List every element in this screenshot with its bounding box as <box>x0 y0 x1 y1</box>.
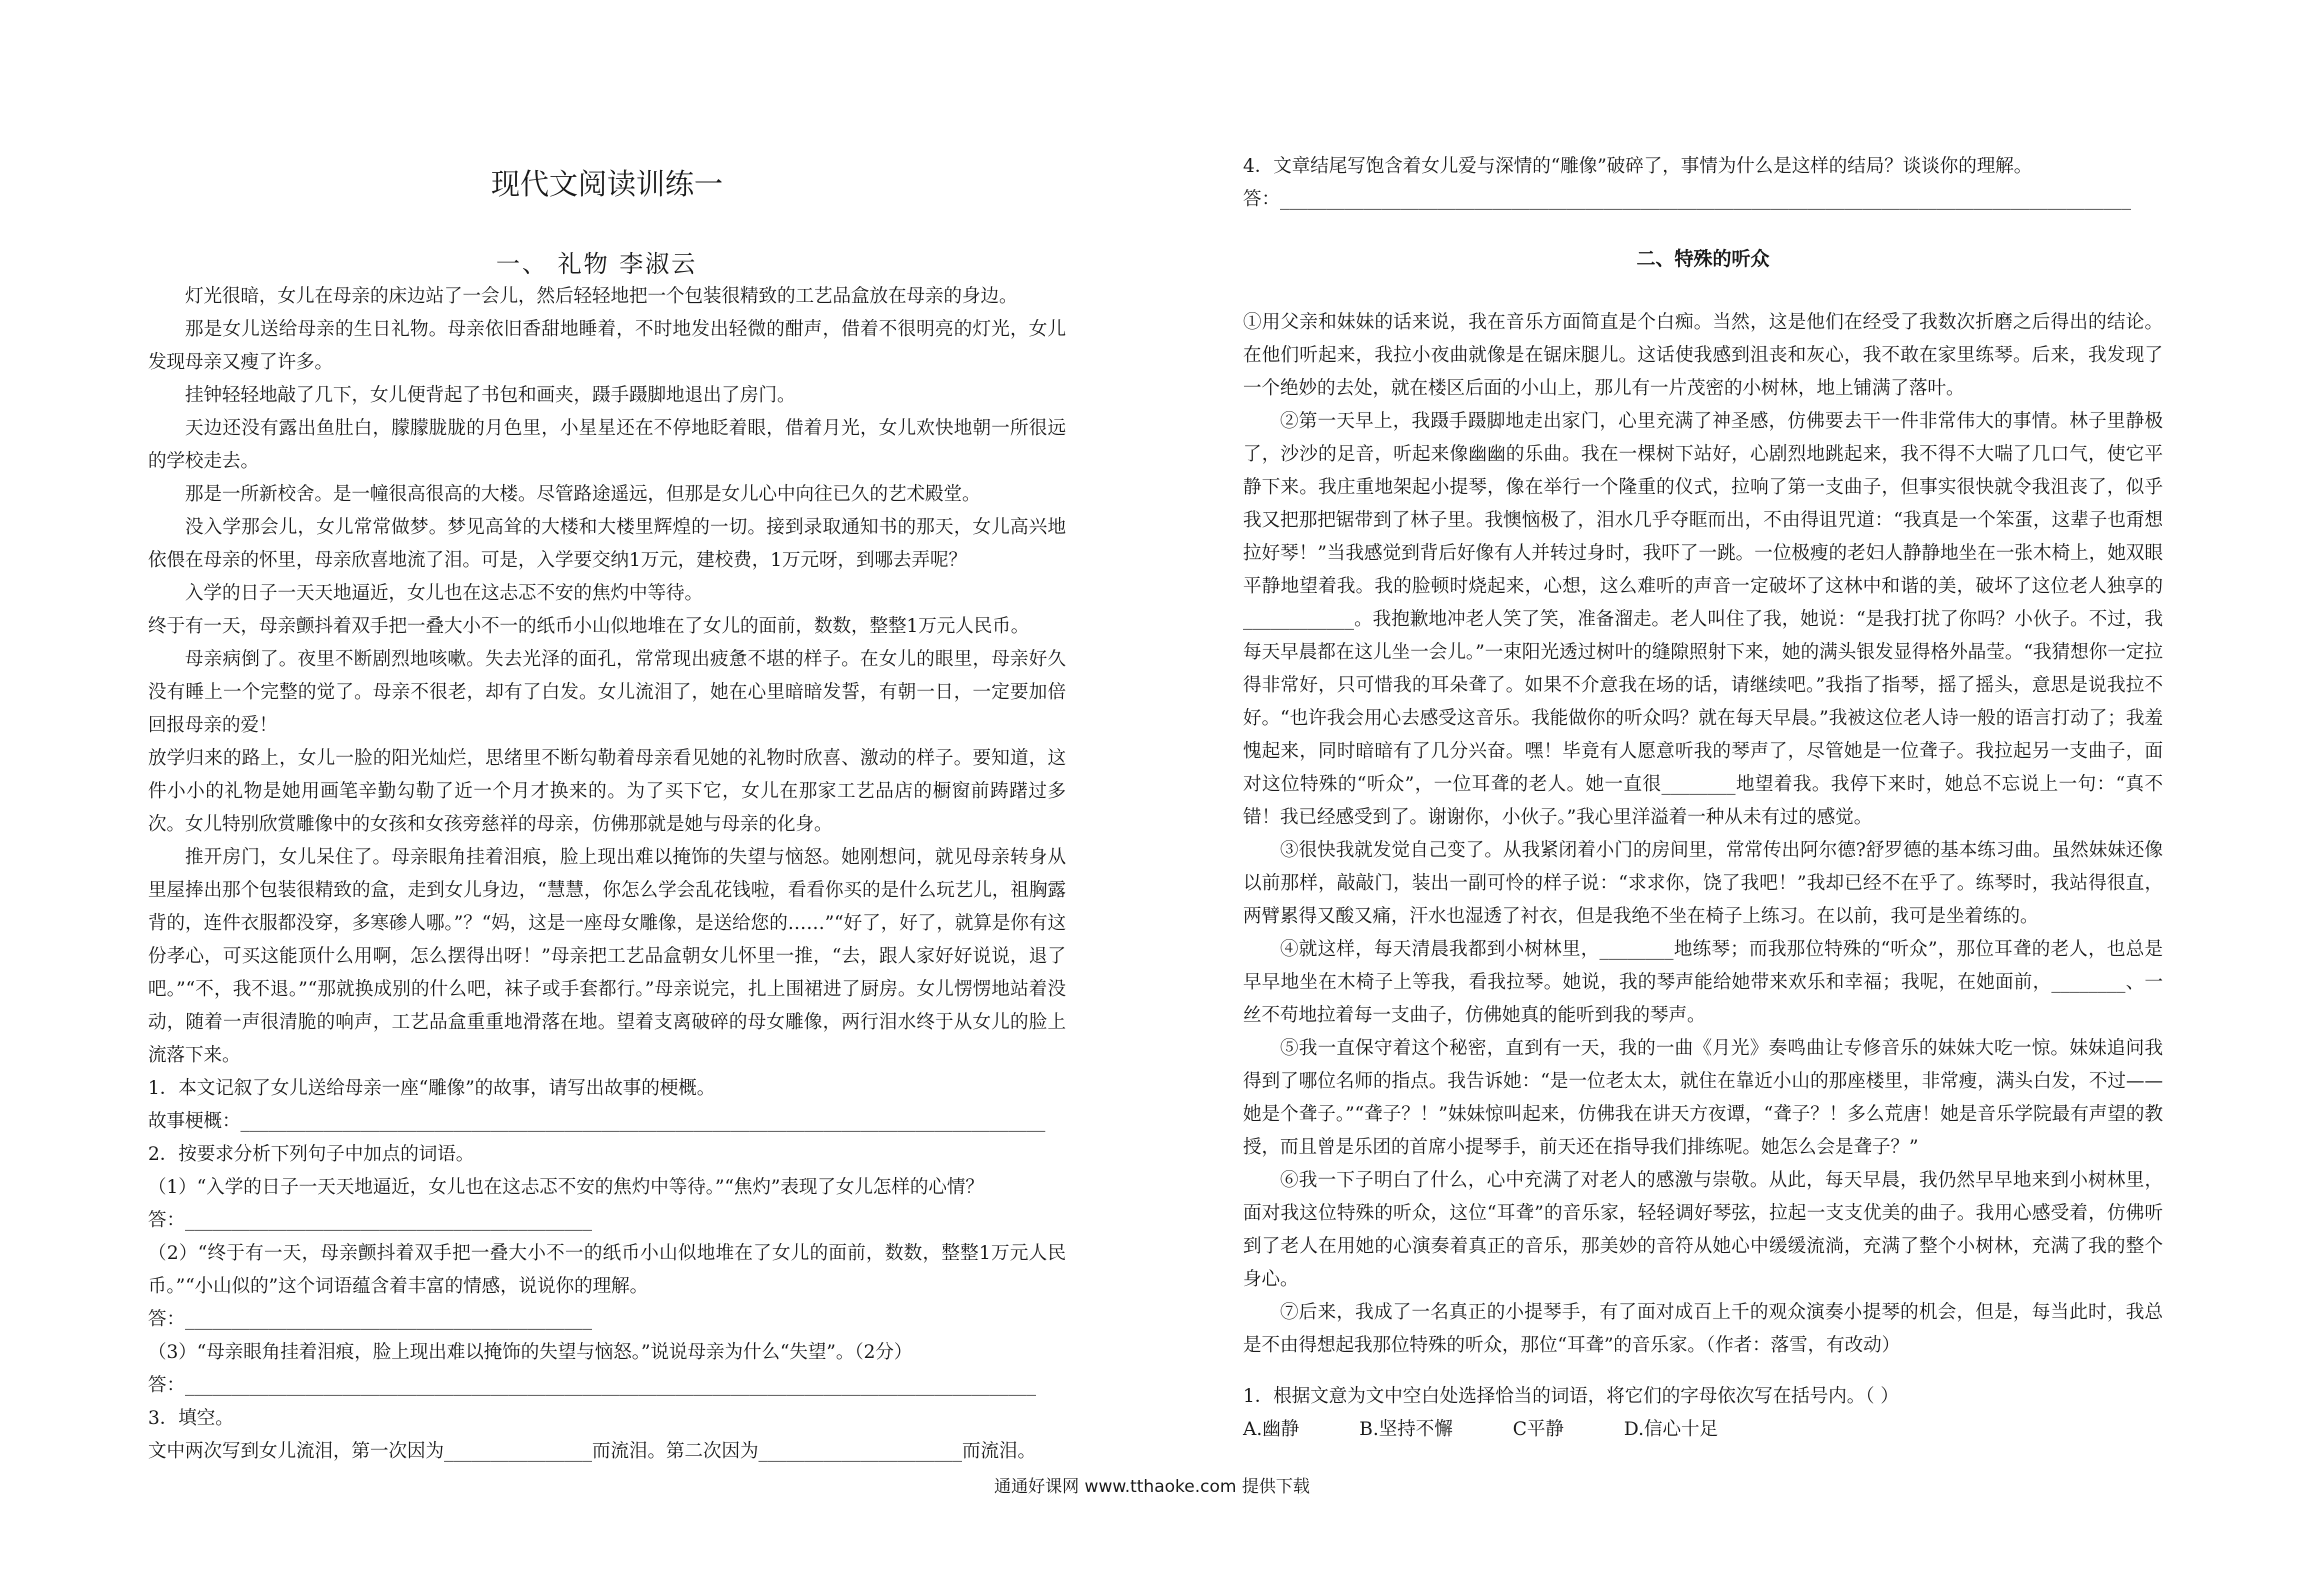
answer-option: D.信心十足 <box>1623 1419 1718 1440</box>
paragraph: 那是女儿送给母亲的生日礼物。母亲依旧香甜地睡着，不时地发出轻微的酣声，借着不很明亮的灯光，女儿发现母亲又瘦了许多。 <box>148 319 1066 373</box>
paragraph: 3．填空。 <box>148 1408 234 1429</box>
paragraph: 入学的日子一天天地逼近，女儿也在这忐忑不安的焦灼中等待。 <box>185 583 704 604</box>
paragraph: 终于有一天，母亲颤抖着双手把一叠大小不一的纸币小山似地堆在了女儿的面前，数数，整整1万元人民币。 <box>148 616 1030 637</box>
paragraph: 挂钟轻轻地敲了几下，女儿便背起了书包和画夹，蹑手蹑脚地退出了房门。 <box>185 385 796 406</box>
paragraph: ④就这样，每天清晨我都到小树林里，________地练琴；而我那位特殊的“听众”，那位耳聋的老人，也总是早早地坐在木椅子上等我，看我拉琴。她说，我的琴声能给她带来欢乐和幸福；我呢，在她面前，________、一丝不苟地拉着每一支曲子，仿佛她真的能听到我的琴声。 <box>1243 939 2163 1026</box>
paragraph: （3）“母亲眼角挂着泪痕，脸上现出难以掩饰的失望与恼怒。”说说母亲为什么“失望”。（2分） <box>148 1342 913 1363</box>
paragraph: ⑥我一下子明白了什么，心中充满了对老人的感激与崇敬。从此，每天早晨，我仍然早早地来到小树林里，面对我这位特殊的听众，这位“耳聋”的音乐家，轻轻调好琴弦，拉起一支支优美的曲子。我用心感受着，仿佛听到了老人在用她的心演奏着真正的音乐，那美妙的音符从她心中缓缓流淌，充满了整个小树林，充满了我的整个身心。 <box>1243 1170 2163 1290</box>
question-four: 4．文章结尾写饱含着女儿爱与深情的“雕像”破碎了，事情为什么是这样的结局？谈谈你的理解。 <box>1243 156 2033 177</box>
paragraph: 答：____________________________________________ <box>148 1210 593 1231</box>
paragraph: ①用父亲和妹妹的话来说，我在音乐方面简直是个白痴。当然，这是他们在经受了我数次折磨之后得出的结论。在他们听起来，我拉小夜曲就像是在锯床腿儿。这话使我感到沮丧和灰心，我不敢在家里练琴。后来，我发现了一个绝妙的去处，就在楼区后面的小山上，那儿有一片茂密的小树林，地上铺满了落叶。 <box>1243 312 2163 399</box>
passage-two-title: 二、特殊的听众 <box>1636 248 1770 270</box>
passage-two-body <box>1243 306 2163 1362</box>
paragraph: ②第一天早上，我蹑手蹑脚地走出家门，心里充满了神圣感，仿佛要去干一件非常伟大的事情。林子里静极了，沙沙的足音，听起来像幽幽的乐曲。我在一棵树下站好，心剧烈地跳起来，我不得不大喘了几口气，使它平静下来。我庄重地架起小提琴，像在举行一个隆重的仪式，拉响了第一支曲子，但事实很快就令我沮丧了，似乎我又把那把锯带到了林子里。我懊恼极了，泪水几乎夺眶而出，不由得诅咒道：“我真是一个笨蛋，这辈子也甭想拉好琴！”当我感觉到背后好像有人并转过身时，我吓了一跳。一位极瘦的老妇人静静地坐在一张木椅上，她双眼平静地望着我。我的脸顿时烧起来，心想，这么难听的声音一定破坏了这林中和谐的美，破坏了这位老人独享的____________。我抱歉地冲老人笑了笑，准备溜走。老人叫住了我，她说：“是我打扰了你吗？小伙子。不过，我每天早晨都在这儿坐一会儿。”一束阳光透过树叶的缝隙照射下来，她的满头银发显得格外晶莹。“我猜想你一定拉得非常好，只可惜我的耳朵聋了。如果不介意我在场的话，请继续吧。”我指了指琴，摇了摇头，意思是说我拉不好。“也许我会用心去感受这音乐。我能做你的听众吗？就在每天早晨。”我被这位老人诗一般的语言打动了；我羞愧起来，同时暗暗有了几分兴奋。嘿！毕竟有人愿意听我的琴声了，尽管她是一位聋子。我拉起另一支曲子，面对这位特殊的“听众”，一位耳聋的老人。她一直很________地望着我。我停下来时，她总不忘说上一句：“真不错！我已经感受到了。谢谢你，小伙子。”我心里洋溢着一种从未有过的感觉。 <box>1243 411 2163 828</box>
paragraph: 文中两次写到女儿流泪，第一次因为________________而流泪。第二次因为______________________而流泪。 <box>148 1441 1037 1462</box>
answer-option: B.坚持不懈 <box>1359 1419 1453 1440</box>
question-four-block <box>1243 150 2163 216</box>
page-footer: 通通好课网 www.tthaoke.com 提供下载 <box>994 1477 1310 1497</box>
paragraph: 母亲病倒了。夜里不断剧烈地咳嗽。失去光泽的面孔，常常现出疲惫不堪的样子。在女儿的眼里，母亲好久没有睡上一个完整的觉了。母亲不很老，却有了白发。女儿流泪了，她在心里暗暗发誓，有朝一日，一定要加倍回报母亲的爱！ <box>148 649 1066 736</box>
answer-option: A.幽静 <box>1243 1419 1300 1440</box>
question-four-answer-line: 答：____________________________________________________________________________________________ <box>1243 189 2132 210</box>
paragraph: 天边还没有露出鱼肚白，朦朦胧胧的月色里，小星星还在不停地眨着眼，借着月光，女儿欢快地朝一所很远的学校走去。 <box>148 418 1066 472</box>
paragraph: 2．按要求分析下列句子中加点的词语。 <box>148 1144 475 1165</box>
passage-one-body <box>148 280 1066 1468</box>
paragraph: 灯光很暗，女儿在母亲的床边站了一会儿，然后轻轻地把一个包装很精致的工艺品盒放在母亲的身边。 <box>185 286 1018 307</box>
paragraph: （2）“终于有一天，母亲颤抖着双手把一叠大小不一的纸币小山似地堆在了女儿的面前，数数，整整1万元人民币。”“小山似的”这个词语蕴含着丰富的情感，说说你的理解。 <box>148 1243 1066 1297</box>
paragraph: ③很快我就发觉自己变了。从我紧闭着小门的房间里，常常传出阿尔德?舒罗德的基本练习曲。虽然妹妹还像以前那样，敲敲门，装出一副可怜的样子说：“求求你，饶了我吧！”我却已经不在乎了。练琴时，我站得很直，两臂累得又酸又痛，汗水也湿透了衬衣，但是我绝不坐在椅子上练习。在以前，我可是坐着练的。 <box>1243 840 2163 927</box>
paragraph: 故事梗概：_______________________________________________________________________________________ <box>148 1111 1046 1132</box>
answer-option: C平静 <box>1512 1419 1564 1440</box>
passage-one-questions <box>148 1072 1066 1468</box>
page-title: 现代文阅读训练一 <box>490 167 723 201</box>
paragraph: 没入学那会儿，女儿常常做梦。梦见高耸的大楼和大楼里辉煌的一切。接到录取通知书的那天，女儿高兴地依偎在母亲的怀里，母亲欣喜地流了泪。可是，入学要交纳1万元，建校费，1万元呀，到哪去弄呢？ <box>148 517 1066 571</box>
paragraph: （1）“入学的日子一天天地逼近，女儿也在这忐忑不安的焦灼中等待。”“焦灼”表现了女儿怎样的心情？ <box>148 1177 984 1198</box>
paragraph: 放学归来的路上，女儿一脸的阳光灿烂，思绪里不断勾勒着母亲看见她的礼物时欣喜、激动的样子。要知道，这件小小的礼物是她用画笔辛勤勾勒了近一个月才换来的。为了买下它，女儿在那家工艺品店的橱窗前踌躇过多次。女儿特别欣赏雕像中的女孩和女孩旁慈祥的母亲，仿佛那就是她与母亲的化身。 <box>148 748 1066 835</box>
paragraph: 1．本文记叙了女儿送给母亲一座“雕像”的故事，请写出故事的梗概。 <box>148 1078 716 1099</box>
paragraph: ⑦后来，我成了一名真正的小提琴手，有了面对成百上千的观众演奏小提琴的机会，但是，每当此时，我总是不由得想起我那位特殊的听众，那位“耳聋”的音乐家。（作者：落雪，有改动） <box>1243 1302 2163 1356</box>
paragraph: 答：____________________________________________________________________________________________ <box>148 1375 1037 1396</box>
answer-options <box>1243 1413 2163 1446</box>
question-one: 1．根据文意为文中空白处选择恰当的词语，将它们的字母依次写在括号内。（ ） <box>1243 1386 1899 1407</box>
paragraph: 答：____________________________________________ <box>148 1309 593 1330</box>
paragraph: 推开房门，女儿呆住了。母亲眼角挂着泪痕，脸上现出难以掩饰的失望与恼怒。她刚想问，就见母亲转身从里屋捧出那个包装很精致的盒，走到女儿身边，“慧慧，你怎么学会乱花钱啦，看看你买的是什么玩艺儿，祖胸露背的，连件衣服都没穿，多寒碜人哪。”？“妈，这是一座母女雕像，是送给您的……”“好了，好了，就算是你有这份孝心，可买这能顶什么用啊，怎么摆得出呀！”母亲把工艺品盒朝女儿怀里一推，“去，跟人家好好说说，退了吧。”“不，我不退。”“那就换成别的什么吧，袜子或手套都行。”母亲说完，扎上围裙进了厨房。女儿愣愣地站着没动，随着一声很清脆的响声，工艺品盒重重地滑落在地。望着支离破碎的母女雕像，两行泪水终于从女儿的脸上流落下来。 <box>148 847 1066 1066</box>
paragraph: 那是一所新校舍。是一幢很高很高的大楼。尽管路途遥远，但那是女儿心中向往已久的艺术殿堂。 <box>185 484 981 505</box>
passage-one-title: 一、 礼物 李淑云 <box>496 250 698 278</box>
paragraph: ⑤我一直保守着这个秘密，直到有一天，我的一曲《月光》奏鸣曲让专修音乐的妹妹大吃一惊。妹妹追问我得到了哪位名师的指点。我告诉她：“是一位老太太，就住在靠近小山的那座楼里，非常瘦，满头白发，不过——她是个聋子。”“聋子？！”妹妹惊叫起来，仿佛我在讲天方夜谭，“聋子？！多么荒唐！她是音乐学院最有声望的教授，而且曾是乐团的首席小提琴手，前天还在指导我们排练呢。她怎么会是聋子？” <box>1243 1038 2163 1158</box>
passage-one-paragraphs <box>148 280 1066 1072</box>
passage-two-questions <box>1243 1380 2163 1446</box>
